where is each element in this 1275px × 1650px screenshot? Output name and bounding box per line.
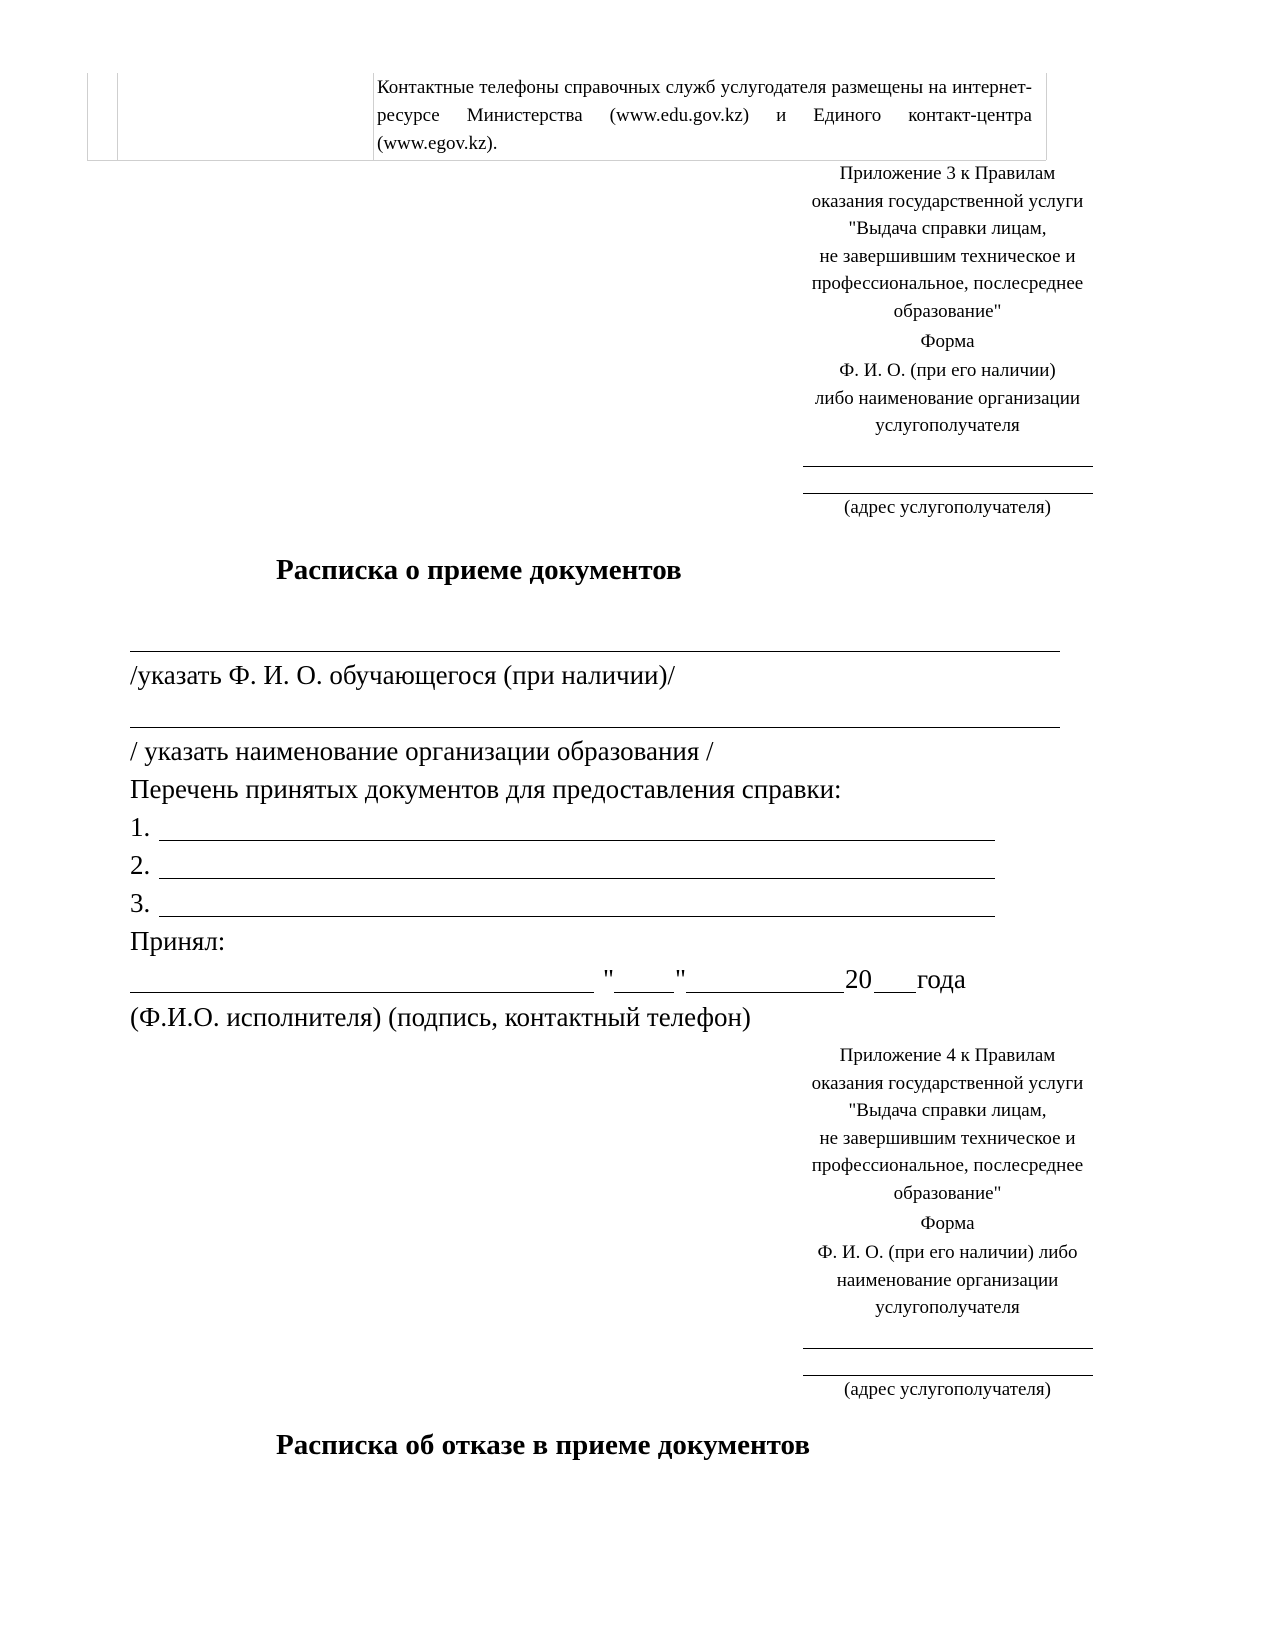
recipient-line: услугополучателя [875, 415, 1020, 437]
appendix-4-line: образование" [893, 1182, 1002, 1204]
date-quote-open: " [603, 964, 615, 994]
student-name-blank-line [130, 651, 1060, 652]
item-number: 1. [130, 812, 151, 842]
document-item-1 [130, 812, 1090, 843]
refusal-title: Расписка об отказе в приеме документов [276, 1429, 810, 1461]
recipient-line: Ф. И. О. (при его наличии) либо [817, 1242, 1078, 1264]
item-number: 2. [130, 850, 151, 880]
address-label: (адрес услугополучателя) [844, 1378, 1051, 1400]
appendix-3-line: оказания государственной услуги [811, 190, 1084, 212]
appendix-3-line: Приложение 3 к Правилам [839, 163, 1056, 184]
document-item-1-blank-line [159, 840, 995, 841]
appendix-4-header [770, 1042, 1125, 1404]
executor-caption: (Ф.И.О. исполнителя) (подпись, контактный телефон) [130, 1002, 751, 1032]
recipient-name-blank-line [803, 1322, 1093, 1349]
year-suffix: года [917, 964, 966, 994]
item-number: 3. [130, 888, 151, 918]
appendix-3-line: профессиональное, послесреднее [811, 273, 1084, 295]
accepted-label: Принял: [130, 926, 226, 956]
table-cell-empty-1 [88, 73, 118, 160]
appendix-3-line: образование" [893, 300, 1002, 322]
contacts-text: Контактные телефоны справочных служб услугодателя размещены на интернет-ресурсе Министерства (www.edu.gov.kz) и Единого контакт-центра (www.egov.kz). [377, 77, 1032, 154]
month-blank-line [686, 992, 844, 993]
org-name-blank-line [130, 727, 1060, 728]
appendix-4-line: Приложение 4 к Правилам [839, 1045, 1056, 1066]
appendix-4-line: профессиональное, послесреднее [811, 1155, 1084, 1177]
document-item-2 [130, 850, 1090, 881]
appendix-4-line: не завершившим техническое и [819, 1127, 1076, 1149]
document-item-2-blank-line [159, 878, 995, 879]
form-label: Форма [920, 330, 975, 352]
document-list-title: Перечень принятых документов для предоставления справки: [130, 774, 842, 804]
year-blank-line [874, 992, 916, 993]
document-item-3-blank-line [159, 916, 995, 917]
form-label: Форма [920, 1212, 975, 1234]
table-cell-empty-2 [117, 73, 374, 160]
appendix-3-line: "Выдача справки лицам, [848, 218, 1047, 240]
org-hint: / указать наименование организации образования / [130, 736, 714, 766]
recipient-address-blank-line [803, 1349, 1093, 1376]
document-item-3 [130, 888, 1090, 919]
appendix-4-line: оказания государственной услуги [811, 1072, 1084, 1094]
student-hint: /указать Ф. И. О. обучающегося (при наличии)/ [130, 660, 675, 690]
recipient-line: наименование организации [836, 1269, 1059, 1291]
receipt-title: Расписка о приеме документов [276, 554, 682, 586]
executor-blank-line [130, 992, 594, 993]
recipient-line: Ф. И. О. (при его наличии) [839, 360, 1056, 382]
day-blank-line [614, 992, 674, 993]
address-label: (адрес услугополучателя) [844, 496, 1051, 518]
recipient-line: услугополучателя [875, 1297, 1020, 1319]
date-quote-close: " [675, 964, 687, 994]
appendix-4-line: "Выдача справки лицам, [848, 1100, 1047, 1122]
recipient-line: либо наименование организации [814, 387, 1081, 409]
appendix-3-line: не завершившим техническое и [819, 245, 1076, 267]
recipient-name-blank-line [803, 440, 1093, 467]
appendix-3-header [770, 160, 1125, 522]
year-prefix: 20 [845, 964, 872, 994]
recipient-address-blank-line [803, 467, 1093, 494]
